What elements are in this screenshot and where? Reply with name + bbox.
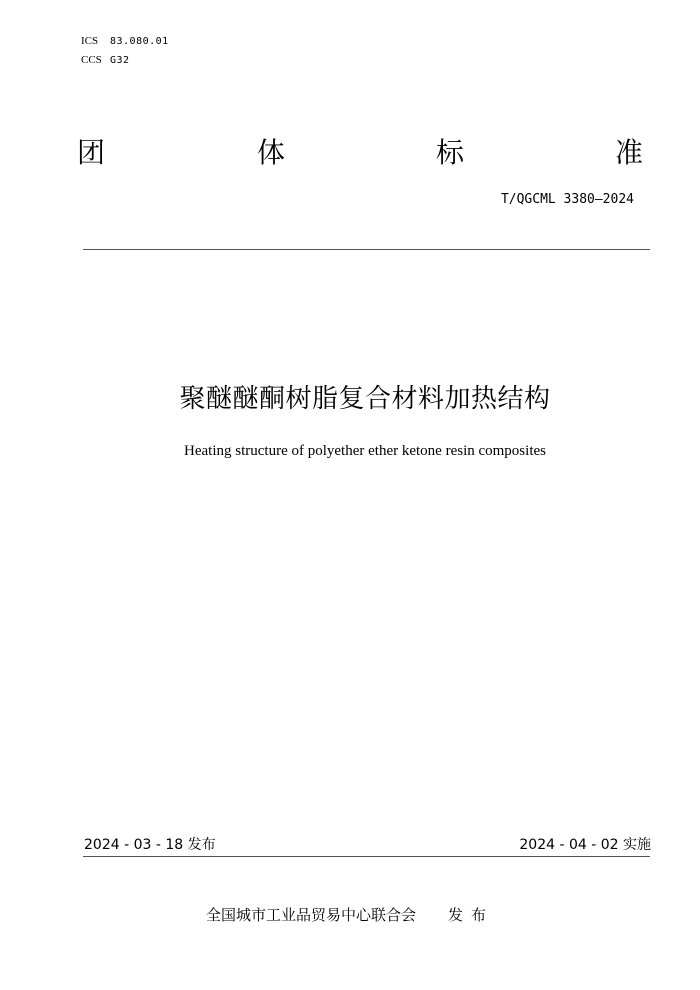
ccs-line xyxy=(81,53,130,68)
standard-code: T/QGCML 3380—2024 xyxy=(500,192,634,207)
ccs-label: CCS xyxy=(81,54,102,66)
top-divider xyxy=(83,249,650,250)
standard-type-char-3: 标 xyxy=(436,136,465,169)
issuer-name: 全国城市工业品贸易中心联合会 xyxy=(206,906,417,924)
ics-line xyxy=(81,34,169,49)
ics-label: ICS xyxy=(81,35,99,47)
ics-value: 83.080.01 xyxy=(110,36,169,47)
implement-date: 2024 - 04 - 02 实施 xyxy=(519,837,651,853)
bottom-divider xyxy=(83,856,650,857)
issuer-line xyxy=(206,905,494,925)
title-english: Heating structure of polyether ether ketone resin composites xyxy=(184,443,546,459)
standard-type-char-2: 体 xyxy=(257,136,286,169)
title-chinese: 聚醚醚酮树脂复合材料加热结构 xyxy=(179,384,551,414)
ccs-value: G32 xyxy=(110,55,130,66)
issue-verb: 发布 xyxy=(448,906,495,924)
standard-type-char-1: 团 xyxy=(77,136,106,169)
publish-date: 2024 - 03 - 18 发布 xyxy=(84,837,216,853)
standard-type-char-4: 准 xyxy=(615,136,644,169)
